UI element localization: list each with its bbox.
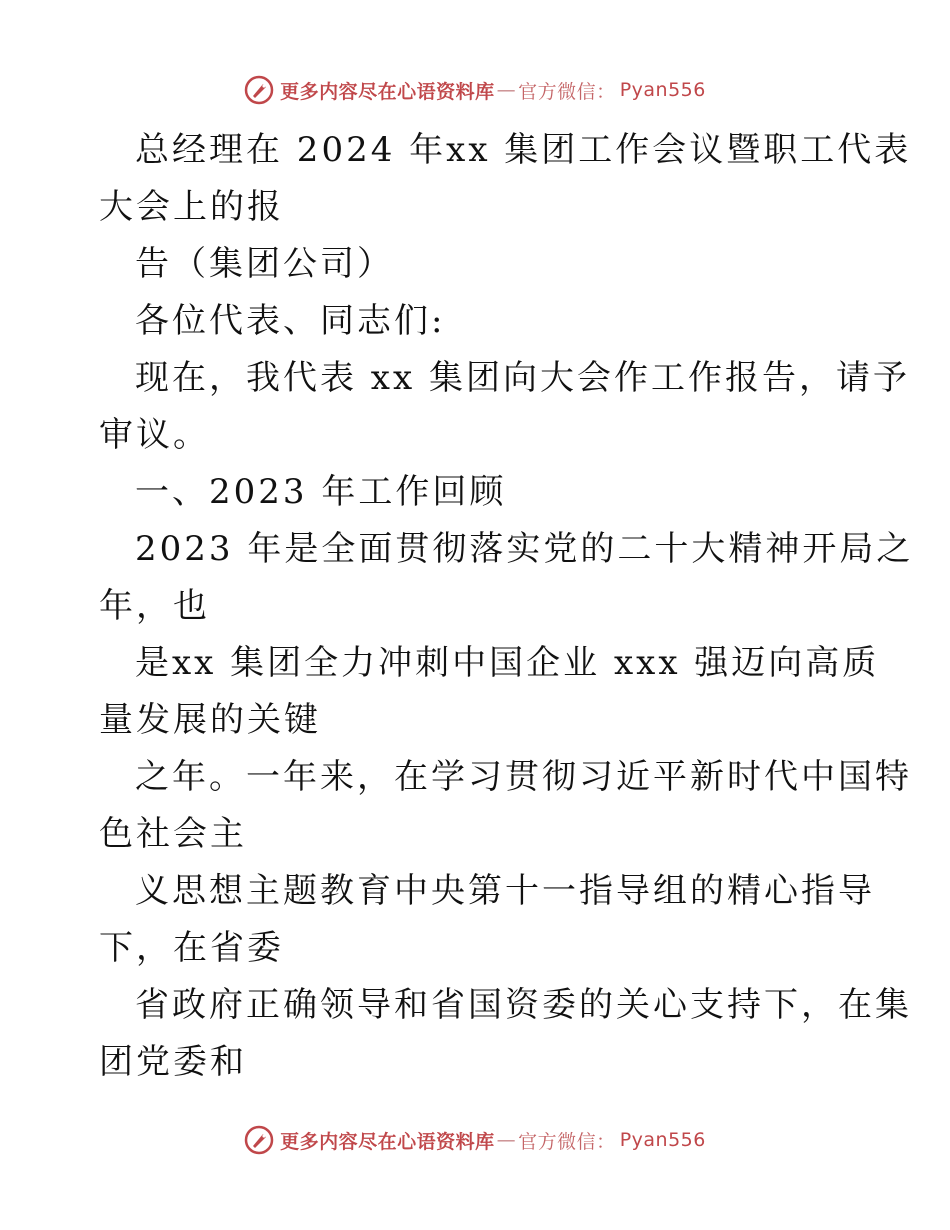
text-line: 量发展的关键 bbox=[99, 700, 321, 740]
watermark-main-text: 更多内容尽在心语资料库 bbox=[280, 80, 495, 103]
watermark-separator: — bbox=[496, 79, 517, 101]
text-line: 省政府正确领导和省国资委的关心支持下，在集 bbox=[135, 985, 912, 1025]
text-line: 审议。 bbox=[99, 415, 210, 455]
text-line: 总经理在 2024 年xx 集团工作会议暨职工代表 bbox=[135, 130, 912, 170]
text-line: 大会上的报 bbox=[99, 187, 284, 227]
text-line: 各位代表、同志们: bbox=[135, 301, 446, 341]
text-line: 下，在省委 bbox=[99, 928, 284, 968]
watermark-wechat-id: Pyan556 bbox=[619, 1129, 706, 1151]
text-line: 告（集团公司） bbox=[135, 244, 394, 284]
text-line: 2023 年是全面贯彻落实党的二十大精神开局之 bbox=[135, 529, 914, 569]
text-line: 义思想主题教育中央第十一指导组的精心指导 bbox=[135, 871, 875, 911]
watermark-sub-text: 官方微信： bbox=[518, 1130, 616, 1153]
section-heading: 一、2023 年工作回顾 bbox=[135, 472, 507, 512]
text-line: 年，也 bbox=[99, 586, 210, 626]
text-line: 之年。一年来，在学习贯彻习近平新时代中国特 bbox=[135, 757, 912, 797]
text-line: 团党委和 bbox=[99, 1042, 247, 1082]
watermark-separator: — bbox=[496, 1129, 517, 1151]
footer-watermark bbox=[0, 1120, 950, 1160]
document-body bbox=[99, 122, 914, 1091]
header-watermark bbox=[0, 70, 950, 110]
text-line: 现在，我代表 xx 集团向大会作工作报告，请予 bbox=[135, 358, 910, 398]
pen-nib-icon bbox=[244, 1125, 274, 1155]
watermark-sub-text: 官方微信： bbox=[518, 80, 616, 103]
watermark-wechat-id: Pyan556 bbox=[619, 79, 706, 101]
pen-nib-icon bbox=[244, 75, 274, 105]
watermark-main-text: 更多内容尽在心语资料库 bbox=[280, 1130, 495, 1153]
text-line: 是xx 集团全力冲刺中国企业 xxx 强迈向高质 bbox=[135, 643, 880, 683]
text-line: 色社会主 bbox=[99, 814, 247, 854]
